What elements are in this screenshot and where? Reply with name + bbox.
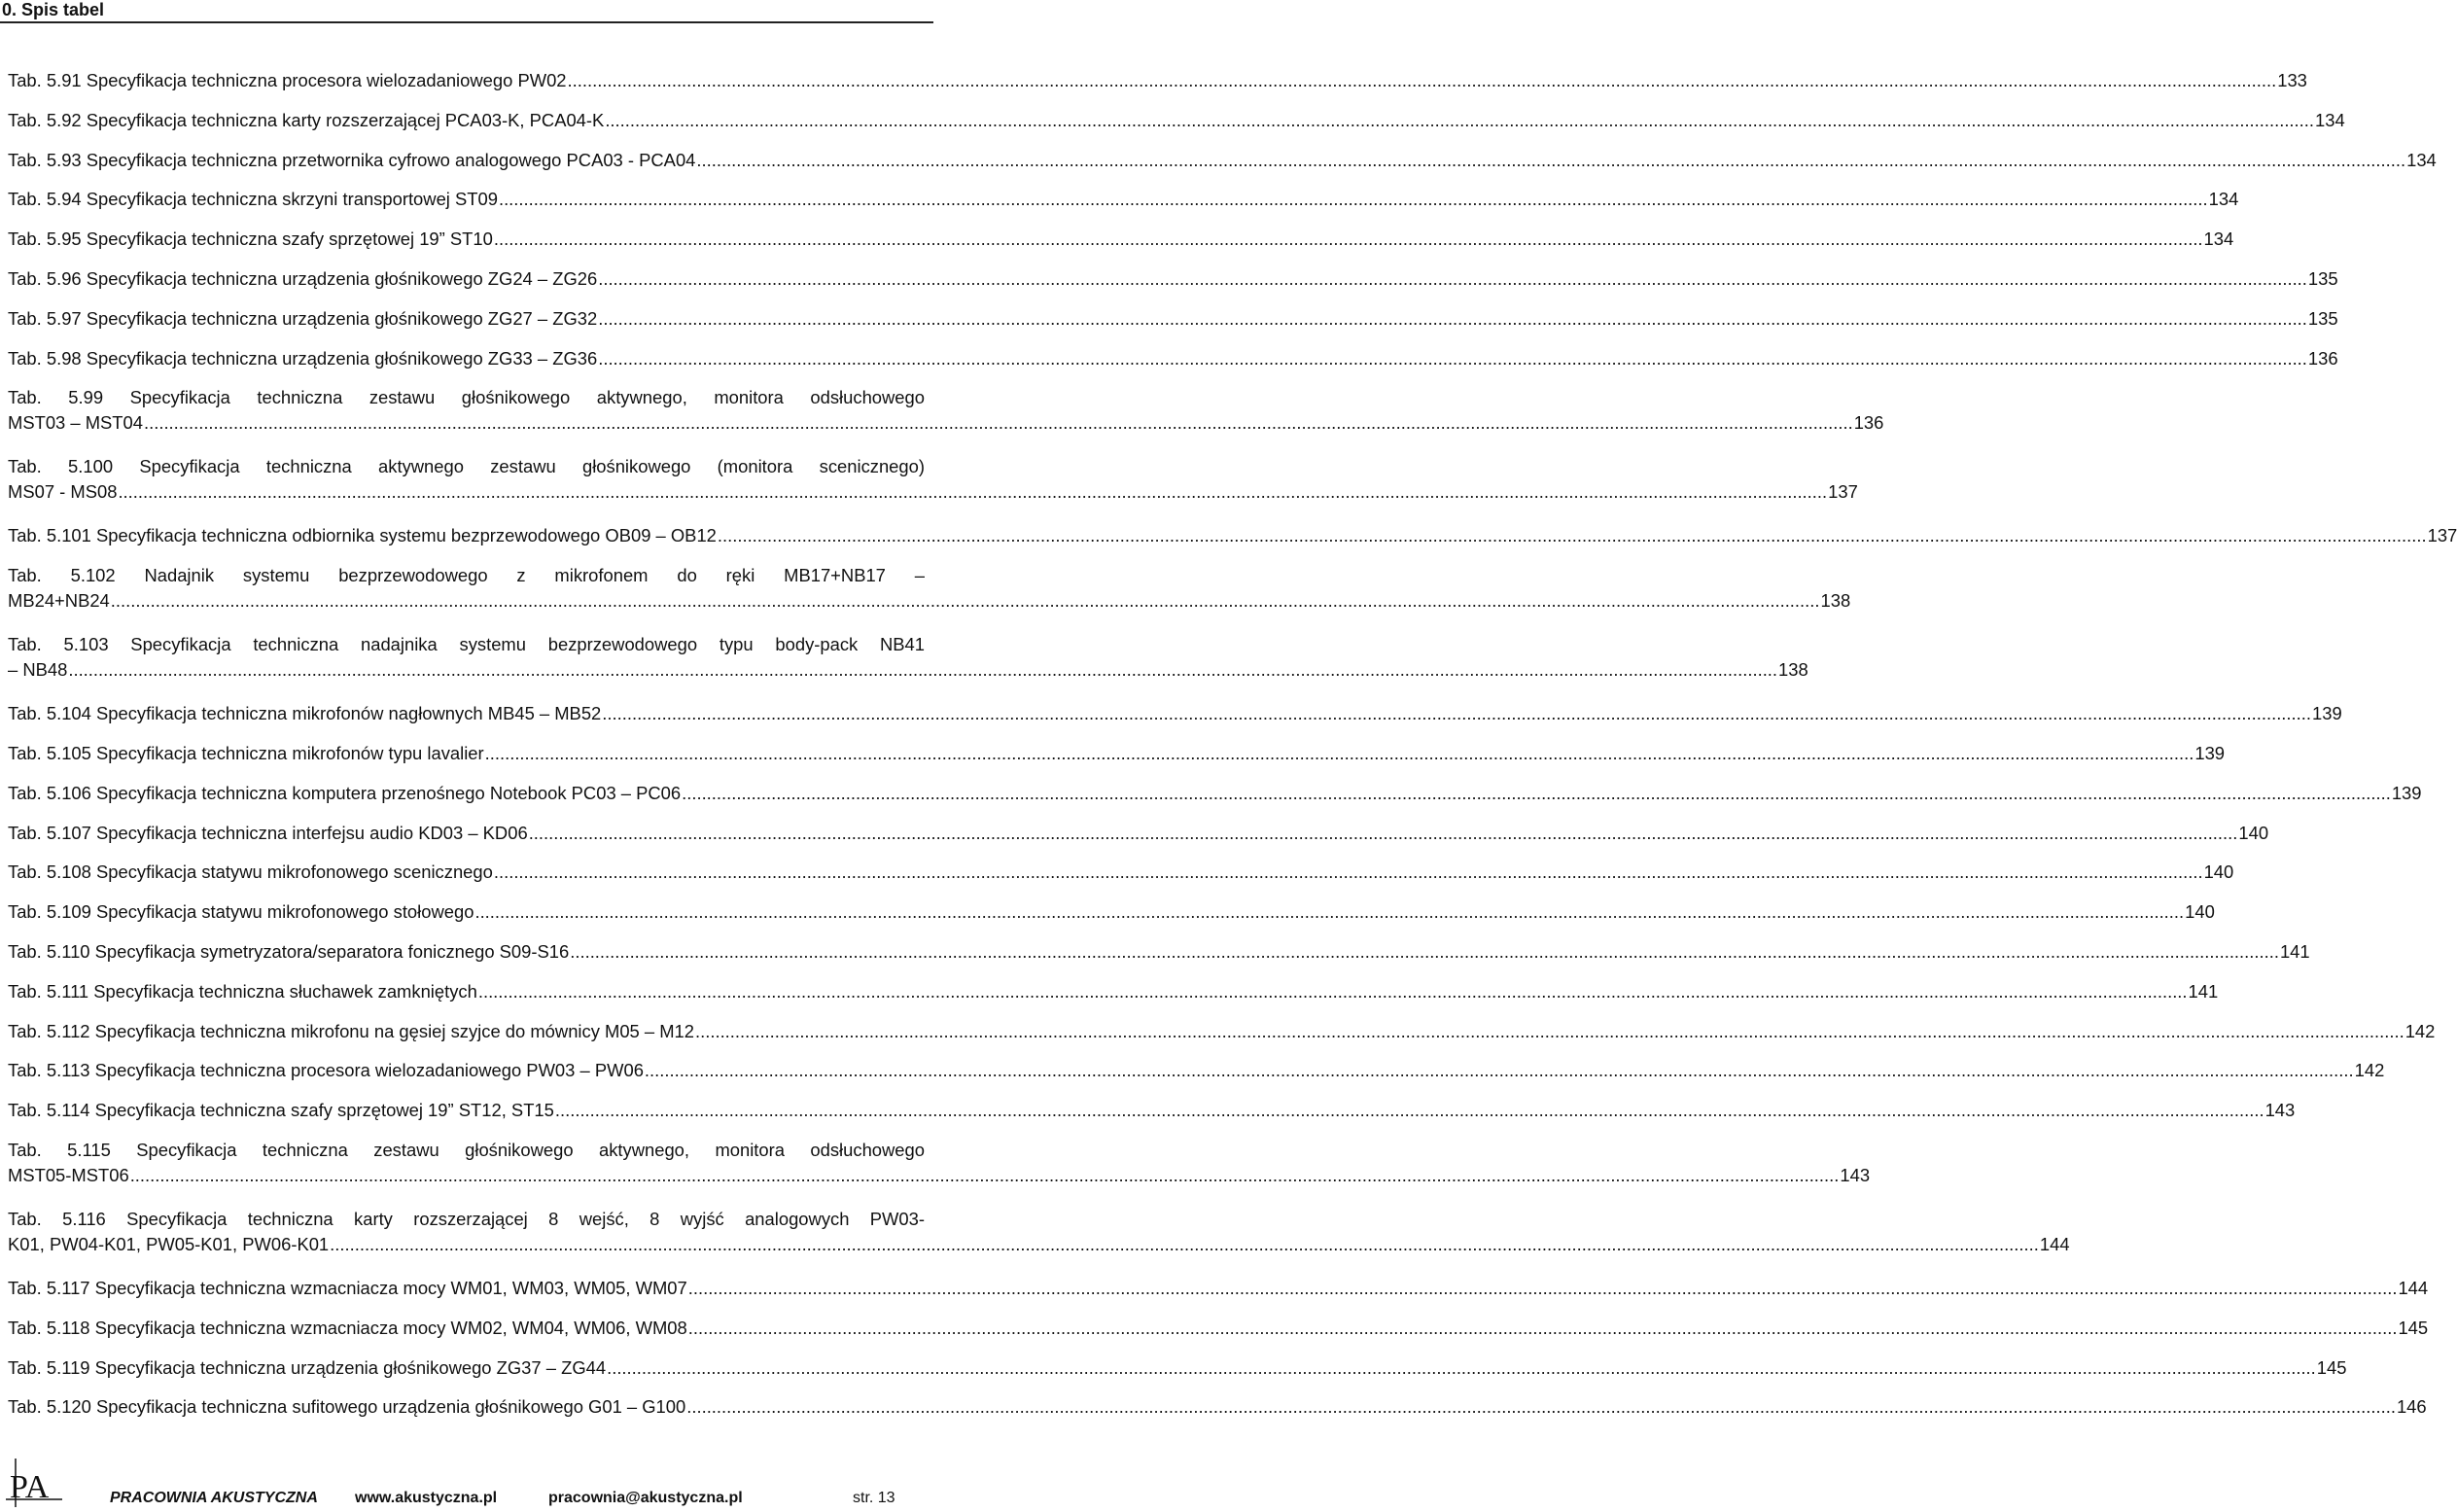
toc-entry-title: Tab. 5.119 Specyfikacja techniczna urządzenia głośnikowego ZG37 – ZG44	[8, 1356, 607, 1378]
dot-leader	[499, 187, 2208, 212]
dot-leader	[602, 701, 2311, 726]
toc-entry[interactable]	[8, 899, 2215, 939]
toc-entry[interactable]	[8, 1316, 2429, 1355]
toc-entry-title: Tab. 5.103 Specyfikacja techniczna nadajnika systemu bezprzewodowego typu body-pack NB41	[8, 634, 925, 655]
toc-entry-title: Tab. 5.116 Specyfikacja techniczna karty rozszerzającej 8 wejść, 8 wyjść analogowych PW03-	[8, 1208, 925, 1229]
dot-leader	[330, 1232, 2039, 1257]
toc-page-number: 135	[2307, 267, 2338, 289]
dot-leader	[598, 266, 2307, 292]
toc-entry[interactable]	[8, 454, 1858, 523]
toc-entry[interactable]	[8, 523, 2457, 563]
toc-entry-title: MST03 – MST04	[8, 412, 143, 434]
toc-page-number: 133	[2277, 70, 2307, 90]
toc-entry[interactable]	[8, 266, 2338, 306]
dot-leader	[598, 346, 2307, 371]
toc-entry[interactable]	[8, 781, 2422, 821]
dot-leader	[529, 821, 2238, 846]
toc-entry-title: Tab. 5.104 Specyfikacja techniczna mikrofonów nagłownych MB45 – MB52	[8, 703, 602, 724]
toc-entry-title: Tab. 5.118 Specyfikacja techniczna wzmacniacza mocy WM02, WM04, WM06, WM08	[8, 1317, 687, 1338]
dot-leader	[494, 860, 2203, 885]
toc-entry-title: Tab. 5.109 Specyfikacja statywu mikrofonowego stołowego	[8, 901, 474, 923]
toc-entry[interactable]	[8, 741, 2226, 781]
toc-entry[interactable]	[8, 1058, 2385, 1098]
toc-page-number: 134	[2208, 189, 2239, 210]
toc-entry-title: Tab. 5.110 Specyfikacja symetryzatora/separatora fonicznego S09-S16	[8, 940, 570, 962]
toc-page-number: 138	[1778, 659, 1808, 681]
toc-entry[interactable]	[8, 632, 1808, 701]
toc-entry-title: Tab. 5.99 Specyfikacja techniczna zestawu głośnikowego aktywnego, monitora odsłuchowego	[8, 387, 925, 408]
toc-page-number: 145	[2398, 1317, 2429, 1338]
toc-page-number: 134	[2406, 149, 2437, 170]
toc-entry-title: Tab. 5.95 Specyfikacja techniczna szafy sprzętowej 19” ST10	[8, 229, 493, 250]
toc-entry[interactable]	[8, 1276, 2429, 1316]
toc-entry[interactable]	[8, 346, 2338, 386]
toc-entry[interactable]	[8, 187, 2239, 227]
toc-entry-title: Tab. 5.105 Specyfikacja techniczna mikrofonów typu lavalier	[8, 742, 484, 763]
toc-entry[interactable]	[8, 1394, 2427, 1434]
footer-brand: PRACOWNIA AKUSTYCZNA	[110, 1490, 318, 1506]
toc-page-number: 142	[2404, 1020, 2436, 1041]
toc-entry[interactable]	[8, 306, 2338, 346]
toc-entry-title: Tab. 5.96 Specyfikacja techniczna urządzenia głośnikowego ZG24 – ZG26	[8, 267, 598, 289]
toc-entry[interactable]	[8, 68, 2307, 108]
toc-entry-title: MST05-MST06	[8, 1164, 129, 1185]
dot-leader	[118, 479, 1827, 505]
toc-entry-title: Tab. 5.98 Specyfikacja techniczna urządzenia głośnikowego ZG33 – ZG36	[8, 347, 598, 369]
toc-page-number: 139	[2391, 782, 2422, 803]
dot-leader	[695, 1019, 2404, 1044]
dot-leader	[682, 781, 2391, 806]
toc-entry[interactable]	[8, 821, 2269, 861]
toc-entry-title: Tab. 5.113 Specyfikacja techniczna procesora wielozadaniowego PW03 – PW06	[8, 1060, 644, 1081]
toc-entry-title: Tab. 5.94 Specyfikacja techniczna skrzyni transportowej ST09	[8, 189, 498, 210]
toc-page-number: 144	[2039, 1233, 2070, 1254]
toc-entry[interactable]	[8, 148, 2437, 188]
toc-entry-title: MS07 - MS08	[8, 481, 118, 503]
toc-entry-title: Tab. 5.100 Specyfikacja techniczna aktywnego zestawu głośnikowego (monitora scenicznego)	[8, 456, 925, 477]
dot-leader	[478, 979, 2188, 1004]
dot-leader	[130, 1163, 1840, 1188]
toc-entry-title: Tab. 5.114 Specyfikacja techniczna szafy sprzętowej 19” ST12, ST15	[8, 1100, 554, 1121]
toc-entry-title: Tab. 5.107 Specyfikacja techniczna interfejsu audio KD03 – KD06	[8, 822, 528, 843]
toc-page-number: 136	[1853, 412, 1884, 434]
toc-page-number: 143	[1840, 1164, 1871, 1185]
toc-entry-title: Tab. 5.120 Specyfikacja techniczna sufitowego urządzenia głośnikowego G01 – G100	[8, 1396, 686, 1418]
toc-entry-title: Tab. 5.115 Specyfikacja techniczna zestawu głośnikowego aktywnego, monitora odsłuchowego	[8, 1139, 925, 1160]
dot-leader	[485, 741, 2194, 766]
toc-entry-title: Tab. 5.91 Specyfikacja techniczna procesora wielozadaniowego PW02	[8, 70, 567, 90]
toc-entry[interactable]	[8, 1138, 1871, 1207]
toc-entry[interactable]	[8, 1355, 2347, 1395]
dot-leader	[605, 108, 2314, 133]
logo-text: PA	[10, 1469, 50, 1505]
toc-page-number: 136	[2307, 347, 2338, 369]
toc-page-number: 135	[2307, 307, 2338, 329]
toc-entry-title: – NB48	[8, 659, 68, 681]
toc-page-number: 139	[2311, 703, 2342, 724]
toc-entry[interactable]	[8, 108, 2345, 148]
toc-page-number: 143	[2264, 1100, 2296, 1121]
toc-page-number: 146	[2396, 1396, 2427, 1418]
section-title: 0. Spis tabel	[2, 0, 105, 19]
toc-entry-title: Tab. 5.112 Specyfikacja techniczna mikrofonu na gęsiej szyjce do mównicy M05 – M12	[8, 1020, 695, 1041]
table-of-contents	[8, 68, 2457, 1434]
dot-leader	[568, 68, 2277, 93]
page-header	[0, 0, 933, 23]
dot-leader	[718, 523, 2427, 548]
page-number: str. 13	[853, 1490, 895, 1506]
toc-entry[interactable]	[8, 1019, 2436, 1059]
toc-page-number: 144	[2398, 1277, 2429, 1298]
toc-page-number: 145	[2316, 1356, 2347, 1378]
toc-page-number: 142	[2354, 1060, 2385, 1081]
dot-leader	[645, 1058, 2354, 1083]
dot-leader	[494, 227, 2203, 252]
toc-entry[interactable]	[8, 701, 2342, 741]
toc-entry[interactable]	[8, 939, 2310, 979]
dot-leader	[570, 939, 2279, 965]
footer-website-link[interactable]: www.akustyczna.pl	[355, 1490, 498, 1506]
toc-entry-title: Tab. 5.102 Nadajnik systemu bezprzewodowego z mikrofonem do ręki MB17+NB17 –	[8, 565, 925, 586]
dot-leader	[696, 148, 2405, 173]
toc-page-number: 134	[2315, 109, 2345, 130]
toc-page-number: 141	[2279, 940, 2310, 962]
toc-page-number: 138	[1820, 590, 1851, 612]
toc-entry[interactable]	[8, 1207, 2070, 1276]
dot-leader	[688, 1276, 2398, 1301]
toc-entry-title: MB24+NB24	[8, 590, 110, 612]
toc-page-number: 137	[1828, 481, 1858, 503]
toc-entry[interactable]	[8, 385, 1884, 454]
dot-leader	[686, 1394, 2396, 1420]
toc-entry-title: Tab. 5.106 Specyfikacja techniczna komputera przenośnego Notebook PC03 – PC06	[8, 782, 682, 803]
toc-entry-title: K01, PW04-K01, PW05-K01, PW06-K01	[8, 1233, 330, 1254]
toc-page-number: 140	[2185, 901, 2215, 923]
dot-leader	[688, 1316, 2398, 1341]
dot-leader	[555, 1098, 2264, 1123]
toc-entry[interactable]	[8, 1098, 2296, 1138]
toc-entry-title: Tab. 5.93 Specyfikacja techniczna przetwornika cyfrowo analogowego PCA03 - PCA04	[8, 149, 696, 170]
toc-entry-title: Tab. 5.101 Specyfikacja techniczna odbiornika systemu bezprzewodowego OB09 – OB12	[8, 525, 717, 546]
toc-page-number: 140	[2203, 861, 2234, 883]
toc-entry-title: Tab. 5.108 Specyfikacja statywu mikrofonowego scenicznego	[8, 861, 493, 883]
dot-leader	[607, 1355, 2316, 1381]
dot-leader	[111, 588, 1820, 614]
dot-leader	[68, 657, 1777, 683]
toc-entry[interactable]	[8, 227, 2234, 266]
pa-logo-icon	[2, 1457, 64, 1509]
toc-page-number: 139	[2194, 742, 2226, 763]
footer-email-link[interactable]: pracownia@akustyczna.pl	[548, 1490, 743, 1506]
dot-leader	[474, 899, 2184, 925]
toc-entry-title: Tab. 5.111 Specyfikacja techniczna słuchawek zamkniętych	[8, 980, 477, 1002]
toc-entry-title: Tab. 5.117 Specyfikacja techniczna wzmacniacza mocy WM01, WM03, WM05, WM07	[8, 1277, 687, 1298]
toc-entry[interactable]	[8, 979, 2219, 1019]
toc-page-number: 140	[2238, 822, 2269, 843]
toc-entry-title: Tab. 5.92 Specyfikacja techniczna karty rozszerzającej PCA03-K, PCA04-K	[8, 109, 605, 130]
page-footer	[0, 1457, 933, 1512]
dot-leader	[598, 306, 2307, 332]
toc-entry[interactable]	[8, 563, 1851, 632]
toc-entry-title: Tab. 5.97 Specyfikacja techniczna urządzenia głośnikowego ZG27 – ZG32	[8, 307, 598, 329]
toc-entry[interactable]	[8, 860, 2234, 899]
dot-leader	[144, 410, 1853, 436]
toc-page-number: 137	[2427, 525, 2457, 546]
toc-page-number: 141	[2188, 980, 2219, 1002]
toc-page-number: 134	[2203, 229, 2234, 250]
